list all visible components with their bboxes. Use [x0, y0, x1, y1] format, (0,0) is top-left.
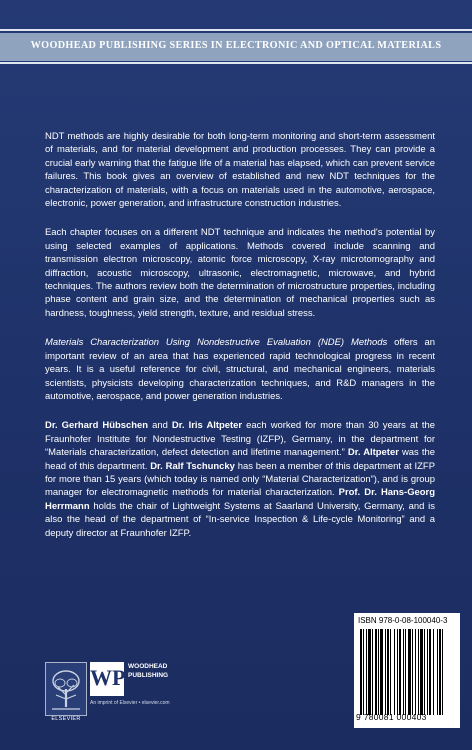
barcode — [360, 629, 454, 715]
series-title: WOODHEAD PUBLISHING SERIES IN ELECTRONIC AND OPTICAL MATERIALS — [30, 40, 442, 51]
woodhead-name — [128, 662, 168, 680]
author-text: holds the chair of Lightweight Systems at Saarland University, Germany, and is also the head of the department of “In-service Inspection & Life-cycle Monitoring” and a deputy director at Fraunhofer IZFP. — [45, 500, 435, 539]
author-name: Dr. Ralf Tschuncky — [150, 460, 235, 472]
elsevier-logo — [45, 662, 87, 716]
author-text: has been a member of this department at IZFP for more than 15 years (which today is named only “Material Characterization”), and is group manager for electromagnetic methods for material characterization. — [45, 460, 435, 499]
paragraph-1: NDT methods are highly desirable for both long-term monitoring and short-term assessment of materials, and for material development and production processes. They can provide a crucial early warning that the fatigue life of a material has elapsed, which can prevent service failures. This book gives an overview of established and new NDT techniques for the characterization of materials, with a focus on materials used in the automotive, aerospace, electronic, power generation, and infrastructure construction industries. — [45, 131, 435, 210]
woodhead-logo-letters: WP — [90, 665, 126, 690]
isbn-barcode-box — [354, 613, 460, 728]
author-name: Dr. Gerhard Hübschen — [45, 420, 149, 432]
author-text: and — [148, 420, 172, 432]
book-title-italic: Materials Characterization Using Nondestructive Evaluation (NDE) Methods — [45, 337, 388, 349]
series-band-rule-top — [0, 29, 472, 31]
author-name: Dr. Altpeter — [347, 447, 399, 459]
elsevier-tree-icon — [46, 663, 86, 715]
paragraph-authors — [45, 419, 435, 540]
barcode-digits: 9 780081 000403 — [356, 712, 427, 722]
elsevier-label: ELSEVIER — [51, 716, 81, 722]
woodhead-name-line2: PUBLISHING — [128, 672, 169, 679]
author-name: Prof. Dr. Hans-Georg Herrmann — [45, 487, 435, 512]
author-name: Dr. Iris Altpeter — [171, 420, 243, 432]
blurb — [45, 130, 435, 556]
series-band-rule-bottom — [0, 62, 472, 64]
author-text: was the head of this department. — [45, 447, 435, 472]
isbn-label: ISBN 978-0-08-100040-3 — [358, 616, 448, 625]
woodhead-logo — [90, 662, 124, 696]
paragraph-3-text: offers an important review of an area that has experienced rapid technological progress in recent years. It is a useful reference for civil, structural, and mechanical engineers, materials scientists, physicists developing characterization techniques, and R&D managers in the automotive, aerospace, and power generation industries. — [45, 337, 435, 402]
woodhead-name-line1: WOODHEAD — [128, 663, 168, 670]
imprint-line: An imprint of Elsevier • elsevier.com — [90, 700, 170, 706]
paragraph-2: Each chapter focuses on a different NDT technique and indicates the method's potential by using selected examples of applications. Methods covered include scanning and transmission electron microscopy, atomic force microscopy, X-ray microtomography and diffraction, acoustic microscopy, ultrasonic, electromagnetic, microwave, and hybrid techniques. The authors review both the determination of microstructure properties, including phase content and grain size, and the determination of mechanical properties such as hardness, toughness, yield strength, texture, and residual stress. — [45, 227, 435, 319]
paragraph-3 — [45, 336, 435, 403]
author-text: each worked for more than 30 years at the Fraunhofer Institute for Nondestructive Testing (IZFP), Germany, in the department for “Materials characterization, defect detection and lifetime management.” — [45, 420, 435, 459]
